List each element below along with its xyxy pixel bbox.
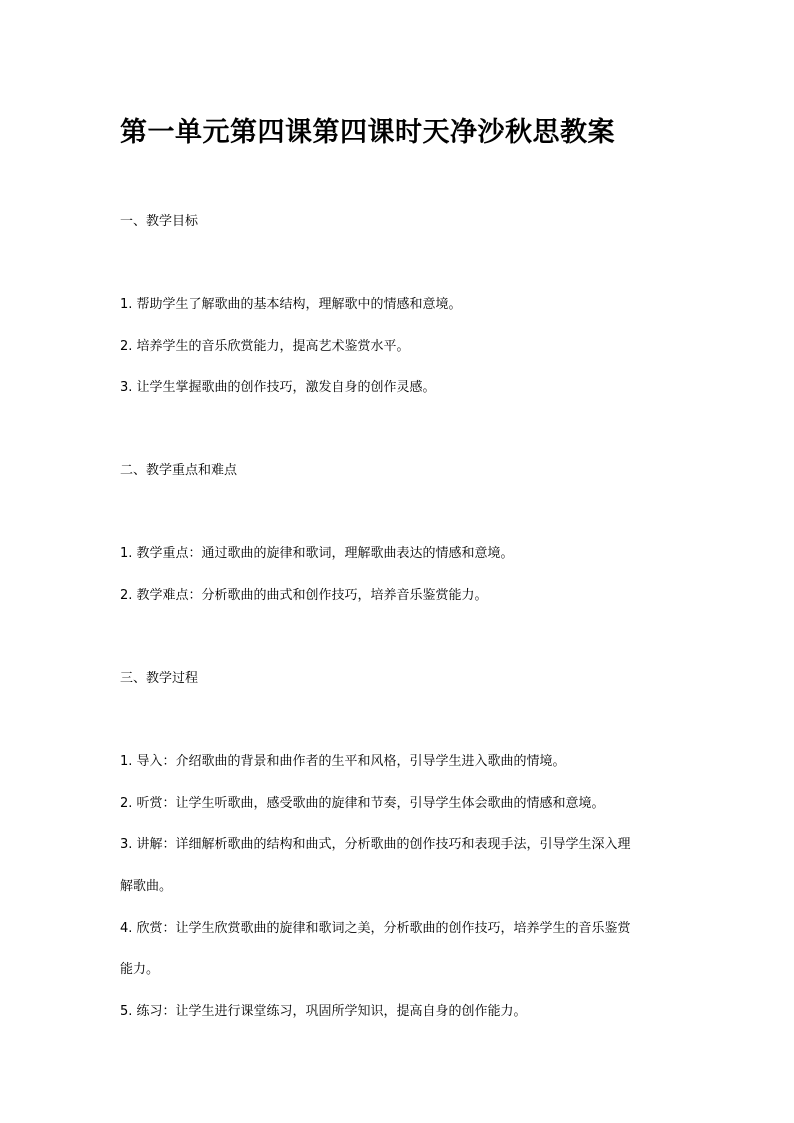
process-item-1: 1. 导入：介绍歌曲的背景和曲作者的生平和风格，引导学生进入歌曲的情境。 xyxy=(120,754,566,769)
objective-item-3: 3. 让学生掌握歌曲的创作技巧，激发自身的创作灵感。 xyxy=(120,380,436,395)
objective-item-2: 2. 培养学生的音乐欣赏能力，提高艺术鉴赏水平。 xyxy=(120,339,410,354)
process-item-3-line-2: 解歌曲。 xyxy=(120,879,173,894)
process-item-2: 2. 听赏：让学生听歌曲，感受歌曲的旋律和节奏，引导学生体会歌曲的情感和意境。 xyxy=(120,796,605,811)
section-heading-objectives: 一、教学目标 xyxy=(120,214,199,229)
process-item-4-line-1: 4. 欣赏：让学生欣赏歌曲的旋律和歌词之美，分析歌曲的创作技巧，培养学生的音乐鉴赏 xyxy=(120,921,631,936)
process-item-3-line-1: 3. 讲解：详细解析歌曲的结构和曲式，分析歌曲的创作技巧和表现手法，引导学生深入理 xyxy=(120,837,631,852)
key-point-item-1: 1. 教学重点：通过歌曲的旋律和歌词，理解歌曲表达的情感和意境。 xyxy=(120,546,514,561)
objective-item-1: 1. 帮助学生了解歌曲的基本结构，理解歌中的情感和意境。 xyxy=(120,297,462,312)
process-item-4-line-2: 能力。 xyxy=(120,962,160,977)
section-heading-key-points: 二、教学重点和难点 xyxy=(120,463,238,478)
section-heading-process: 三、教学过程 xyxy=(120,671,199,686)
process-item-5: 5. 练习：让学生进行课堂练习，巩固所学知识，提高自身的创作能力。 xyxy=(120,1004,527,1019)
document-title: 第一单元第四课第四课时天净沙秋思教案 xyxy=(120,117,615,148)
key-point-item-2: 2. 教学难点：分析歌曲的曲式和创作技巧，培养音乐鉴赏能力。 xyxy=(120,588,488,603)
